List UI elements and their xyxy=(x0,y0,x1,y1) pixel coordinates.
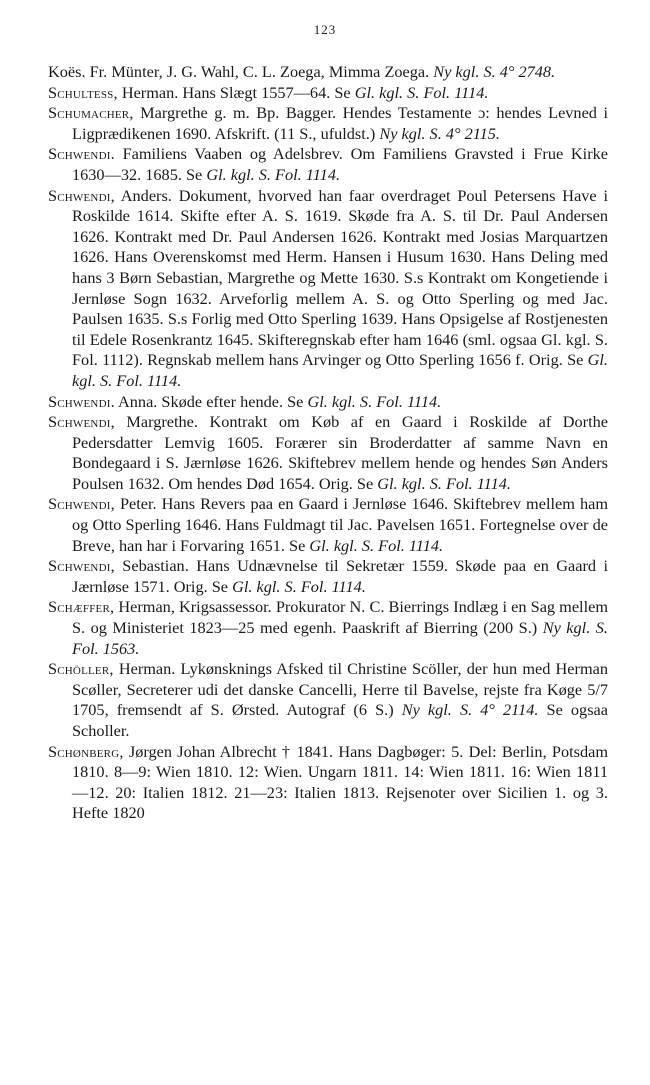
entry-head: Schwendi, xyxy=(48,185,115,205)
list-item xyxy=(48,144,608,185)
page-number: 123 xyxy=(313,22,337,37)
entry-text: Familiens Vaaben og Adelsbrev. Om Familiens Gravsted i Frue Kirke 1630—32. 1685. Se xyxy=(72,144,608,184)
entry-ref: Gl. kgl. S. Fol. 1114. xyxy=(309,535,444,555)
entry-ref: Ny kgl. S. 4° 2114. xyxy=(401,700,539,720)
list-item xyxy=(48,597,608,659)
entry-text: Jørgen Johan Albrecht † 1841. Hans Dagbøger: 5. Del: Berlin, Potsdam 1810. 8—9: Wien 1810. 12: Wien. Ungarn 1811. 14: Wien 1811. 16: Wien 1811—12. 20: Italien 1812. 21—23: Italien 1813. Rejsenoter over Sicilien 1. og 3. Hefte 1820 xyxy=(72,741,608,823)
list-item xyxy=(48,412,608,494)
entry-text: Sebastian. Hans Udnævnelse til Sekretær 1559. Skøde paa en Gaard i Jærnløse 1571. Orig. Se xyxy=(72,556,608,596)
list-item xyxy=(48,659,608,741)
entry-tail: Se ogsaa Scholler. xyxy=(72,700,608,740)
entry-text: Peter. Hans Revers paa en Gaard i Jernløse 1646. Skiftebrev mellem ham og Otto Sperling 1646. Hans Fuldmagt til Jac. Pavelsen 1651. Fortegnelse over de Breve, han har i Forvaring 1651. Se xyxy=(72,494,608,555)
list-item xyxy=(48,392,608,413)
entry-head: Schwendi, xyxy=(48,494,115,514)
entry-ref: Ny kgl. S. 4° 2748. xyxy=(433,62,556,81)
entry-list xyxy=(48,62,608,824)
entry-head: Schwendi, xyxy=(48,412,115,432)
entry-ref: Gl. kgl. S. Fol. 1114. xyxy=(232,576,366,596)
entry-text: Margrethe. Kontrakt om Køb af en Gaard i Roskilde af Dorthe Pedersdatter Lemvig 1605. Forærer sin Broderdatter af samme Navn en Bondegaard i S. Jærnløse 1626. Skiftebrev mellem hende og hendes Søn Anders Poulsen 1632. Om hendes Død 1654. Orig. Se xyxy=(72,412,608,493)
entry-text: Margrethe g. m. Bp. Bagger. Hendes Testamente ɔ: hendes Levned i Ligprædikenen 1690. Afskrift. (11 S., ufuldst.) xyxy=(72,103,608,143)
entry-head: Schöller, xyxy=(48,659,114,679)
entry-head: Schæffer, xyxy=(48,597,115,617)
entry-text: Herman. Hans Slægt 1557—64. Se xyxy=(121,82,351,102)
list-item xyxy=(48,83,608,104)
entry-ref: Gl. kgl. S. Fol. 1114. xyxy=(206,164,341,184)
entry-head: Schumacher, xyxy=(48,103,134,123)
list-item xyxy=(48,556,608,597)
entry-ref: Gl. kgl. S. Fol. 1114. xyxy=(377,473,511,493)
entry-text: Herman, Krigsassessor. Prokurator N. C. Bierrings Indlæg i en Sag mellem S. og Ministeriet 1823—25 med egenh. Paaskrift af Bierring (200 S.) xyxy=(72,597,608,638)
entry-ref: Gl. kgl. S. Fol. 1114. xyxy=(307,391,442,411)
entry-text: Koës. Fr. Münter, J. G. Wahl, C. L. Zoega, Mimma Zoega. xyxy=(48,62,430,81)
list-item xyxy=(48,494,608,556)
entry-ref: Ny kgl. S. Fol. 1563. xyxy=(72,618,608,658)
entry-ref: Gl. kgl. S. Fol. 1114. xyxy=(72,350,608,390)
entry-ref: Ny kgl. S. 4° 2115. xyxy=(379,123,500,143)
entry-text: Anna. Skøde efter hende. Se xyxy=(118,391,304,411)
entry-text: Herman. Lykønsknings Afsked til Christine Scöller, der hun med Herman Scøller, Secreterer udi det danske Cancelli, Herre til Bavelse, rejste fra Køge 5/7 1705, fremsendt af S. Ørsted. Autograf (6 S.) xyxy=(72,659,608,720)
entry-head: Schønberg, xyxy=(48,741,124,761)
list-item xyxy=(48,186,608,392)
entry-head: Schwendi. xyxy=(48,391,115,411)
entry-head: Schwendi. xyxy=(48,144,115,164)
entry-head: Schwendi, xyxy=(48,556,115,576)
entry-head: Schultess, xyxy=(48,82,118,102)
list-item xyxy=(48,62,608,83)
list-item xyxy=(48,103,608,144)
entry-ref: Gl. kgl. S. Fol. 1114. xyxy=(354,82,489,102)
entry-text: Anders. Dokument, hvorved han faar overdraget Poul Petersens Have i Roskilde 1614. Skifte efter A. S. 1619. Skøde fra A. S. til Dr. Paul Andersen 1626. Kontrakt med Dr. Paul Andersen 1626. Kontrakt med Josias Marquartzen 1626. Hans Overenskomst med Herm. Hansen i Husum 1630. Hans Deling med hans 3 Børn Sebastian, Margrethe og Mette 1630. S.s Kontrakt om Kongetiende i Jernløse Sogn 1632. Arveforlig mellem A. S. og Otto Sperling og med Jac. Paulsen 1635. S.s Forlig med Otto Sperling 1639. Hans Opsigelse af Rostjenesten til Edele Rosenkrantz 1645. Skifteregnskab efter ham 1646 (sml. ogsaa Gl. kgl. S. Fol. 1112). Regnskab mellem hans Arvinger og Otto Sperling 1656 f. Orig. Se xyxy=(72,185,608,370)
list-item xyxy=(48,742,608,824)
